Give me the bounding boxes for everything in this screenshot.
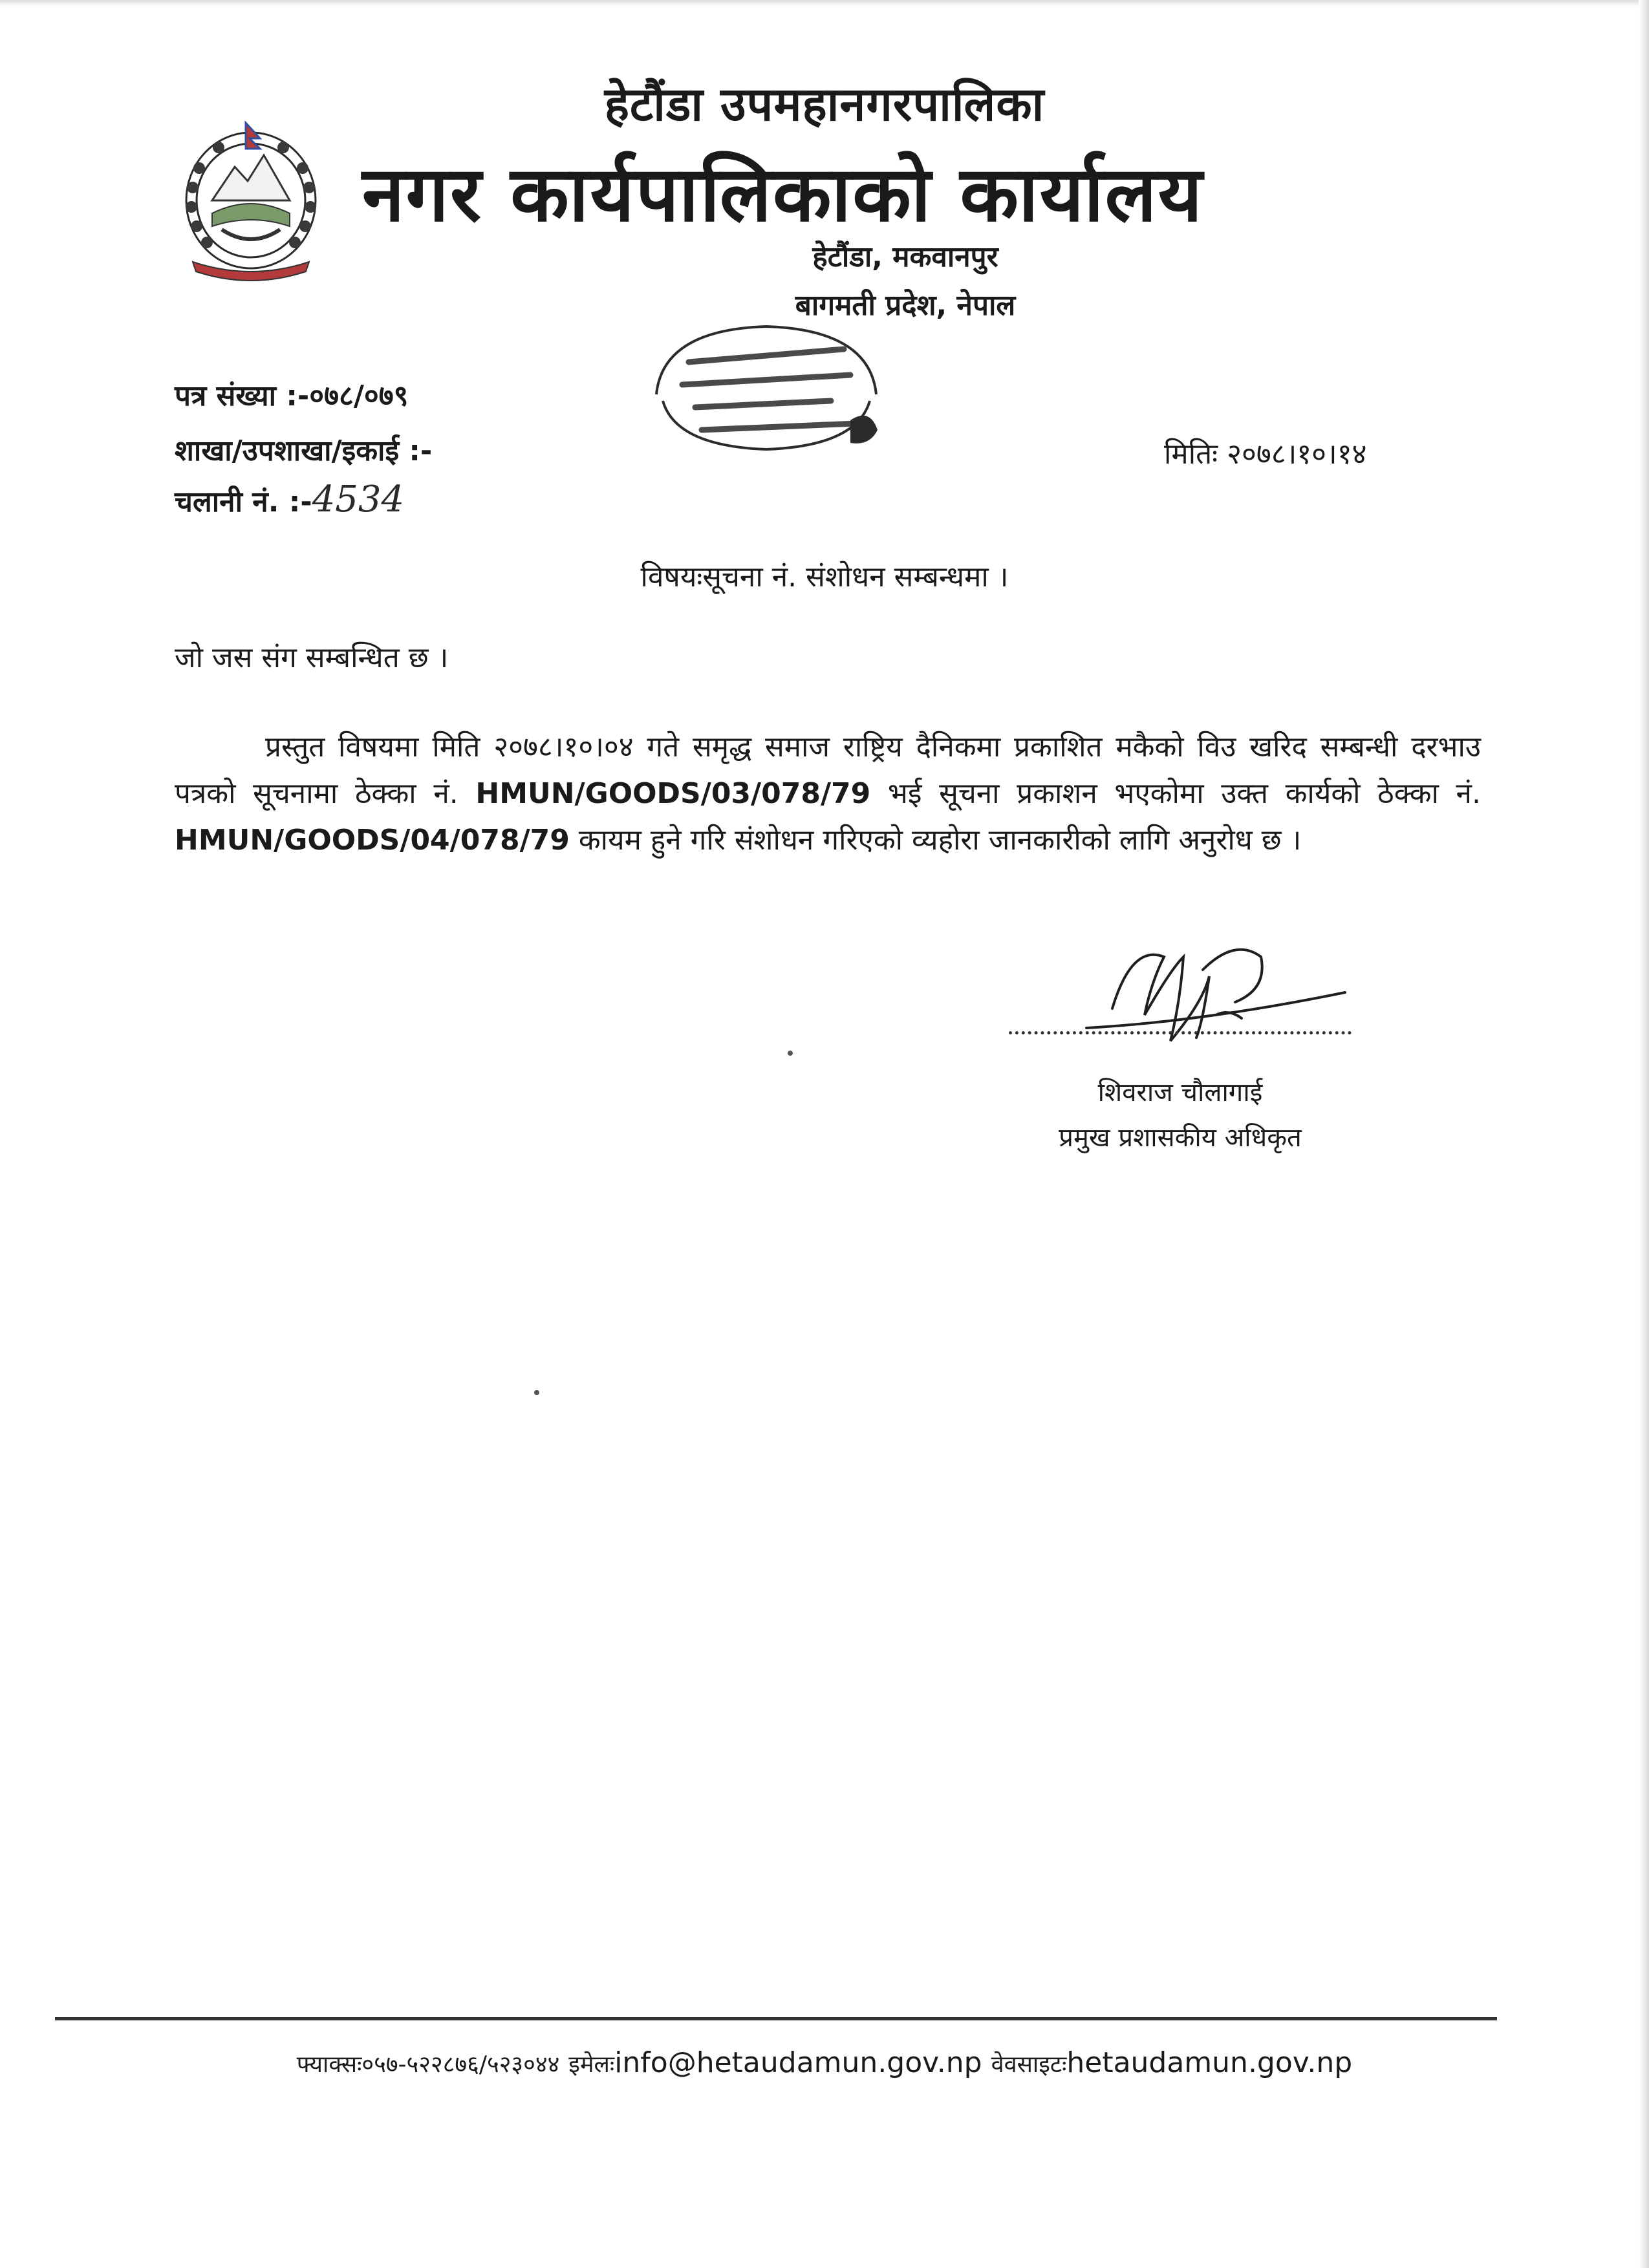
letter-reference: [175, 375, 409, 414]
body-part-2: भई सूचना प्रकाशन भएकोमा उक्त कार्यको ठेक्का नं.: [887, 777, 1481, 810]
fax-label: फ्याक्सः: [296, 2051, 362, 2078]
dispatch-number: 4534: [312, 478, 405, 520]
signature-line: [1009, 1031, 1352, 1034]
branch-line: [175, 430, 432, 469]
footer-contacts: [0, 2046, 1649, 2079]
office-address-city: हेटौंडा, मकवानपुर: [812, 241, 998, 273]
date-value: २०७८।१०।१४: [1227, 438, 1367, 471]
footer-divider: [55, 2017, 1497, 2020]
tender-code-new: HMUN/GOODS/04/078/79: [175, 824, 570, 857]
website-label: वेवसाइटः: [991, 2051, 1067, 2078]
email-label: इमेलः: [568, 2051, 615, 2078]
signatory-name: शिवराज चौलागाई: [1097, 1078, 1263, 1107]
signatory-title: प्रमुख प्रशासकीय अधिकृत: [1059, 1123, 1302, 1153]
letter-ref-label: पत्र संख्या :-: [175, 380, 310, 412]
scan-speck: [788, 1051, 793, 1056]
letter-salutation: जो जस संग सम्बन्धित छ ।: [175, 641, 449, 674]
office-name: नगर कार्यपालिकाको कार्यालय: [362, 149, 1204, 239]
letter-body: [175, 724, 1481, 864]
signature-icon: [1073, 931, 1358, 1067]
branch-label: शाखा/उपशाखा/इकाई :-: [175, 434, 433, 467]
tender-code-old: HMUN/GOODS/03/078/79: [475, 777, 871, 810]
website-url[interactable]: hetaudamun.gov.np: [1066, 2046, 1353, 2079]
official-stamp-icon: [637, 317, 889, 459]
dispatch-label: चलानी नं. :-: [175, 486, 312, 519]
letter-date: [1164, 433, 1366, 472]
dispatch-line: [175, 478, 404, 520]
office-address-province: बागमती प्रदेश, नेपाल: [795, 289, 1016, 322]
body-part-3: कायम हुने गरि संशोधन गरिएको व्यहोरा जानकारीको लागि अनुरोध छ ।: [578, 824, 1302, 857]
scan-top-edge: [0, 0, 1649, 6]
letter-ref-value: ०७८/०७९: [309, 380, 409, 412]
letter-subject: विषयःसूचना नं. संशोधन सम्बन्धमा ।: [640, 561, 1009, 594]
municipality-name: हेटौंडा उपमहानगरपालिका: [604, 77, 1045, 131]
fax-number: ०५७-५२२८७६/५२३०४४: [361, 2051, 560, 2078]
date-label: मितिः: [1164, 438, 1218, 471]
email-address[interactable]: info@hetaudamun.gov.np: [614, 2046, 982, 2079]
body-part-1: प्रस्तुत विषयमा मिति २०७८।१०।०४ गते समृद्ध समाज राष्ट्रिय दैनिकमा प्रकाशित मकैको विउ खरिद सम्बन्धी दरभाउ पत्रको सूचनामा ठेक्का नं.: [175, 731, 1481, 810]
scan-right-edge: [1639, 0, 1649, 2268]
scan-speck: [534, 1390, 539, 1395]
